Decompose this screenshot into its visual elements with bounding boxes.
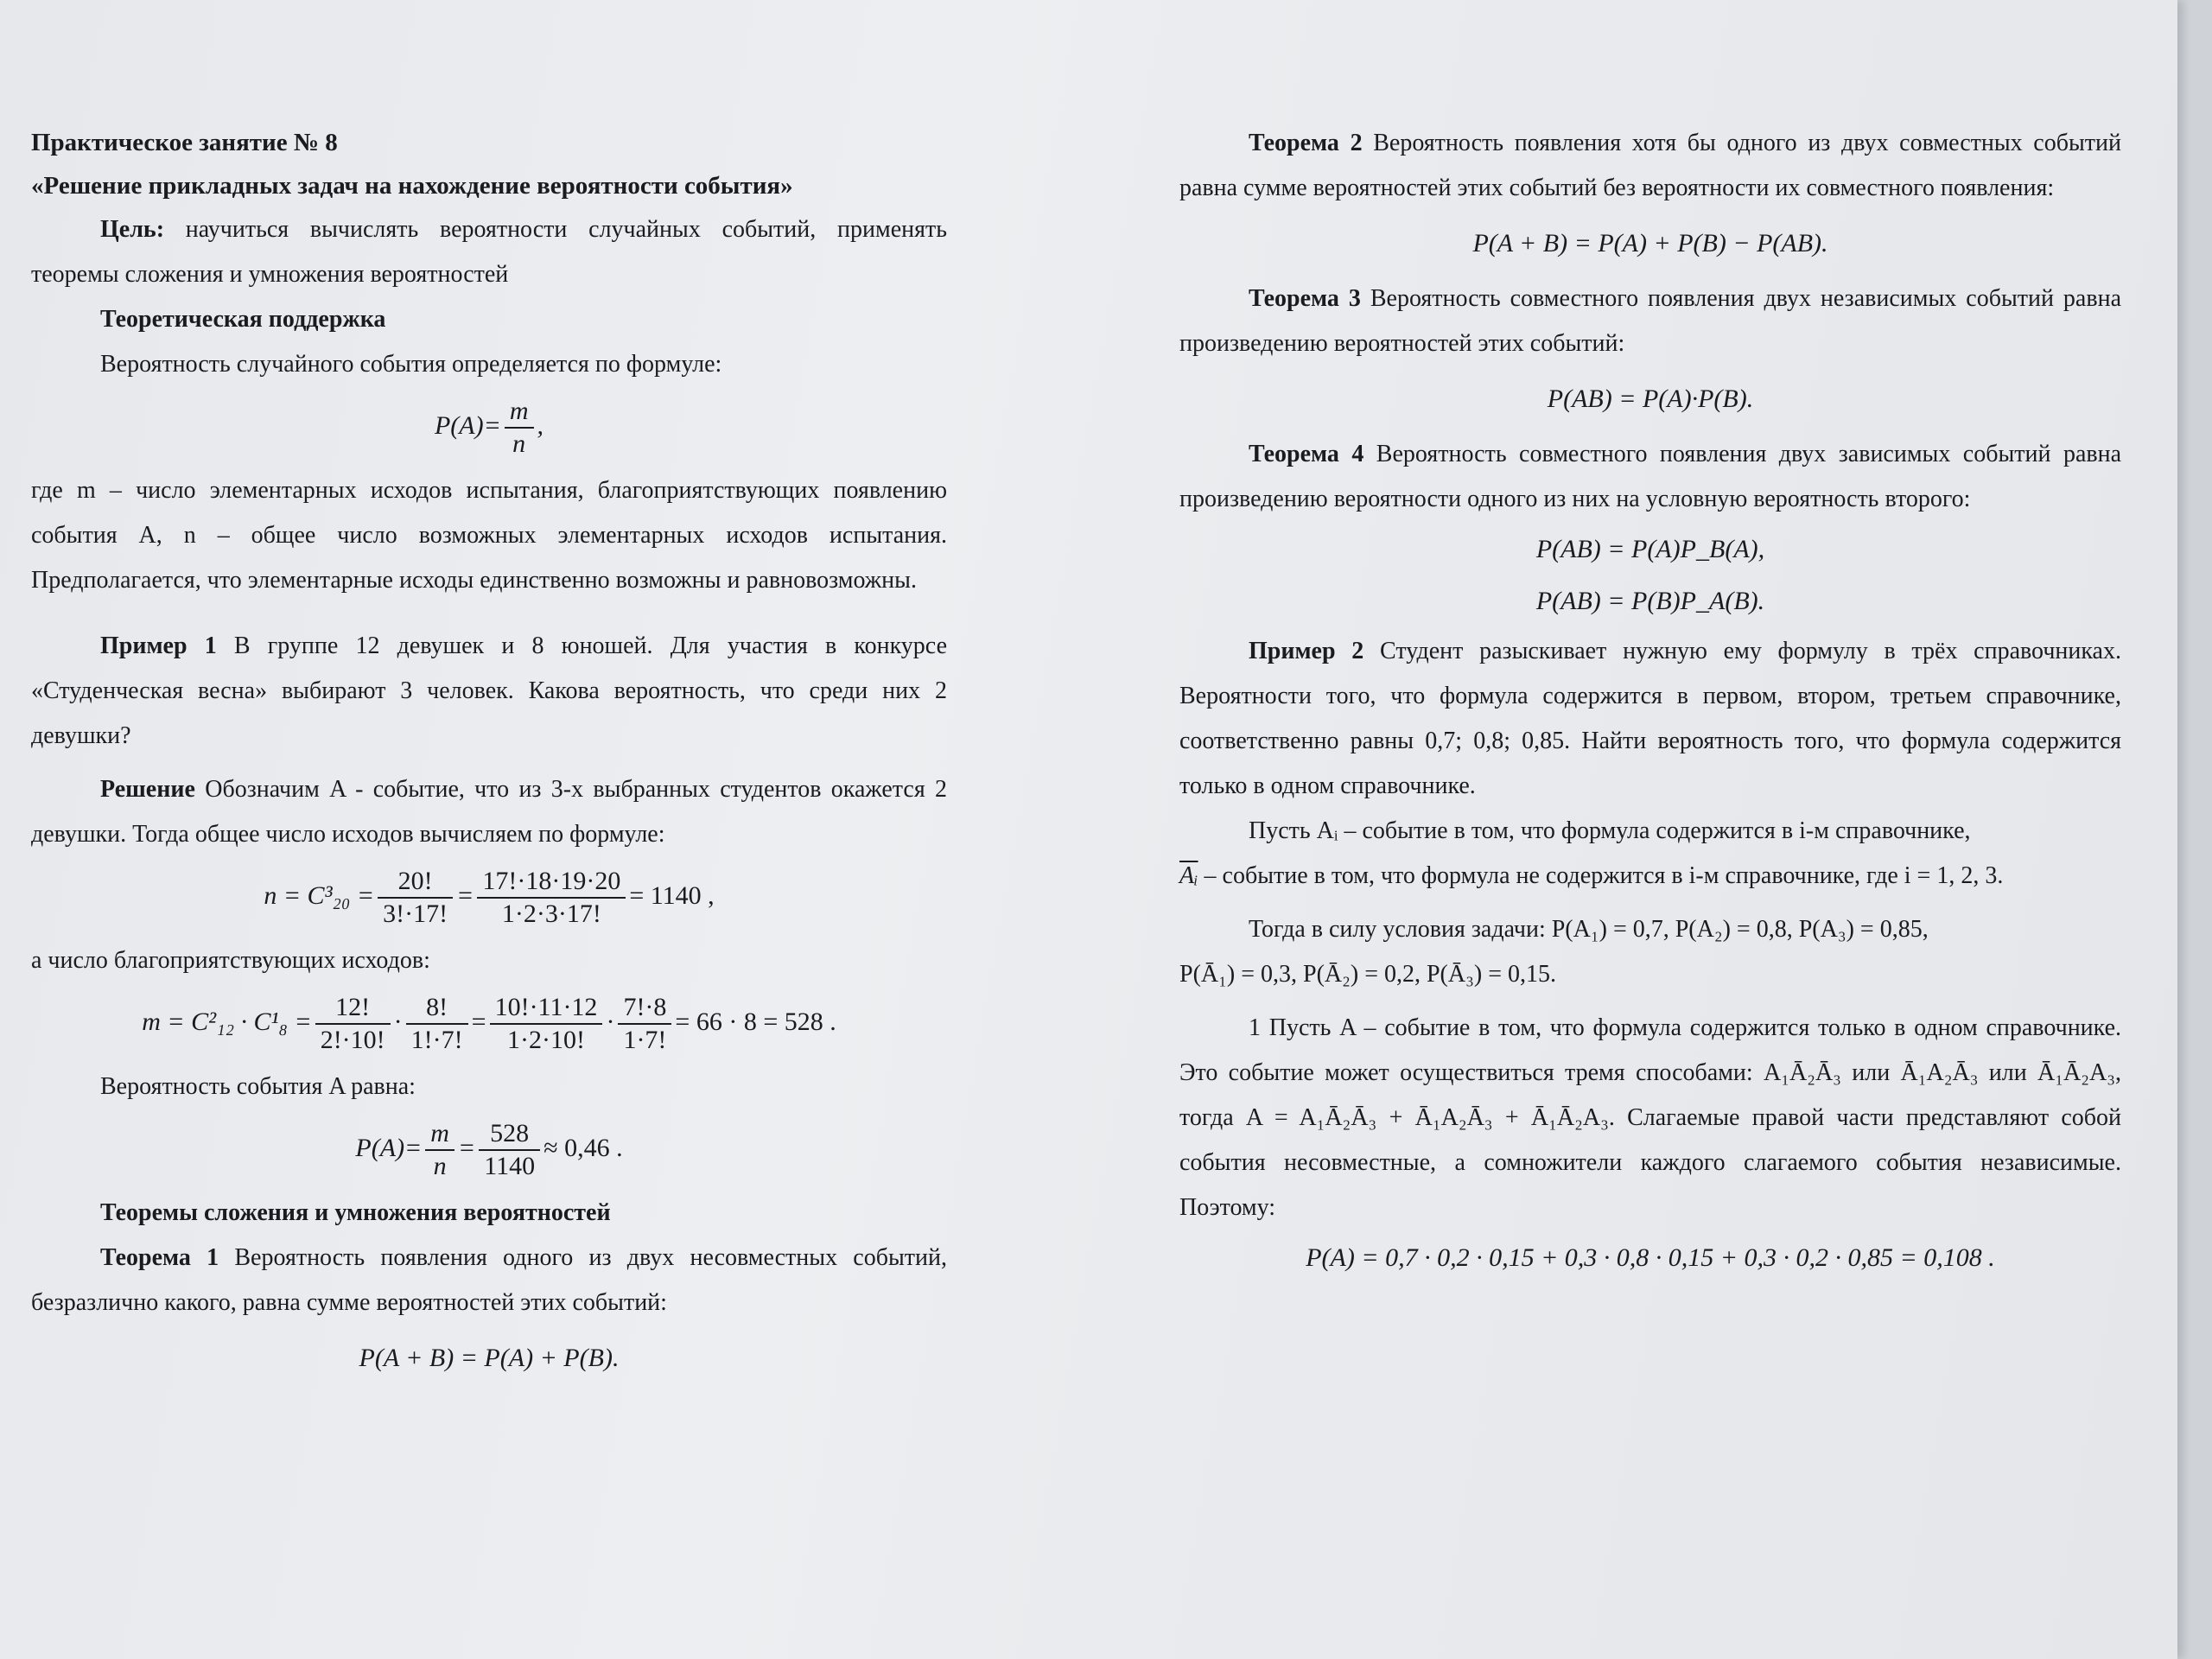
example-2-paragraph [1179, 629, 2121, 809]
example-2-label: Пример 2 [1249, 638, 1364, 664]
fraction [618, 992, 671, 1056]
fraction [425, 1118, 454, 1182]
fraction-numerator: m [425, 1118, 454, 1151]
fraction-denominator: n [512, 429, 526, 458]
theorem-3-text: Вероятность совместного появления двух независимых событий равна произведению вероятностей этих событий: [1179, 285, 2121, 357]
fraction-numerator: 20! [378, 866, 453, 899]
then-paragraph: Тогда в силу условия задачи: P(A₁) = 0,7, P(A₂) = 0,8, P(A₃) = 0,85, [1249, 916, 1929, 943]
formula-probability-result: P(A)= $\frac{m}{n}$ = $\frac{528}{1140}$ ≈ 0,46 . [355, 1119, 623, 1180]
fraction-denominator: 3!·17! [383, 899, 448, 928]
then2-paragraph: P(Ā₁) = 0,3, P(Ā₂) = 0,2, P(Ā₃) = 0,15. [1179, 961, 1556, 988]
formula-tail: ≈ 0,46 . [543, 1133, 623, 1162]
theorem-3-paragraph [1179, 276, 2121, 366]
fraction [315, 992, 391, 1056]
let2-paragraph [1179, 854, 2121, 899]
fraction [477, 866, 626, 930]
probability-intro: Вероятность случайного события определяется по формуле: [100, 351, 722, 378]
formula-theorem-2: P(A + B) = P(A) + P(B) − P(AB). [1472, 229, 1828, 257]
formula-theorem-3: P(AB) = P(A)·P(B). [1547, 385, 1754, 413]
theory-heading: Теоретическая поддержка [100, 306, 386, 333]
theorem-2-paragraph [1179, 121, 2121, 211]
formula-left: P(A)= [434, 410, 501, 440]
goal-text: научиться вычислять вероятности случайных событий, применять теоремы сложения и умножения вероятностей [31, 216, 947, 288]
let-paragraph: Пусть Aᵢ – событие в том, что формула содержится в i-м справочнике, [1249, 817, 1971, 844]
theorem-1-text: Вероятность появления одного из двух несовместных событий, безразлично какого, равна сумме вероятностей этих событий: [31, 1244, 947, 1316]
formula-tail: , [537, 410, 544, 440]
let2-text: – событие в том, что формула не содержится в i-м справочнике, где i = 1, 2, 3. [1198, 862, 2004, 889]
formula-theorem-4b: P(AB) = P(B)P_A(B). [1535, 587, 1765, 615]
formula-left: n = C³₂₀ = [264, 880, 375, 910]
page-title: Практическое занятие № 8 [31, 129, 338, 156]
theorem-4-label: Теорема 4 [1249, 441, 1364, 467]
goal-paragraph [31, 207, 947, 297]
fraction-numerator: 10!·11·12 [490, 992, 603, 1025]
fraction-numerator: 17!·18·19·20 [477, 866, 626, 899]
formula-total-outcomes [31, 866, 947, 930]
fraction-denominator: 1·2·10! [507, 1026, 585, 1054]
left-page [31, 121, 947, 1391]
example-1-label: Пример 1 [100, 632, 217, 659]
fraction [505, 396, 534, 460]
example-2-text: Студент разыскивает нужную ему формулу в трёх справочниках. Вероятности того, что формула содержится в первом, втором, третьем справочнике, соответственно равны 0,7; 0,8; 0,85. Найти вероятность того, что формула содержится только в одном справочнике. [1179, 638, 2121, 799]
step-1-paragraph: 1 Пусть A – событие в том, что формула содержится только в одном справочнике. Это событие может осуществиться тремя способами: A₁Ā₂Ā₃ или Ā₁A₂Ā₃ или Ā₁Ā₂A₃, тогда A = A₁Ā₂Ā₃ + Ā₁A₂Ā₃ + Ā₁Ā₂A₃. Слагаемые правой части представляют собой события несовместные, а сомножители каждого слагаемого события независимые. Поэтому: [1179, 1014, 2121, 1221]
fraction-denominator: 1!·7! [410, 1026, 463, 1054]
fraction [490, 992, 603, 1056]
fraction-numerator: 528 [479, 1118, 540, 1151]
formula-eq: = [456, 880, 474, 910]
fraction-denominator: 1140 [484, 1152, 536, 1180]
formula-theorem-4a: P(AB) = P(A)P_B(A), [1535, 535, 1765, 563]
theorem-1-paragraph [31, 1236, 947, 1325]
where-paragraph: где m – число элементарных исходов испытания, благоприятствующих появлению события A, n – общее число возможных элементарных исходов испытания. Предполагается, что элементарные исходы единственно возможны и равновозможны. [31, 477, 947, 594]
complement-symbol: $\overline{Aᵢ}$ [1179, 862, 1198, 889]
fraction [378, 866, 453, 930]
formula-left: m = C²₁₂ · C¹₈ = [142, 1007, 312, 1036]
fraction-numerator: 7!·8 [618, 992, 671, 1025]
fraction-denominator: 1·7! [623, 1026, 667, 1054]
solution-text: Обозначим A - событие, что из 3-х выбранных студентов окажется 2 девушки. Тогда общее число исходов вычисляем по формуле: [31, 776, 947, 848]
fraction [479, 1118, 540, 1182]
formula-tail: = 66 · 8 = 528 . [675, 1007, 836, 1036]
fraction-denominator: 2!·10! [320, 1026, 385, 1054]
fraction [406, 992, 468, 1056]
theorem-2-label: Теорема 2 [1249, 130, 1363, 156]
lesson-subtitle: «Решение прикладных задач на нахождение вероятности события» [31, 172, 793, 200]
solution-paragraph [31, 767, 947, 857]
fraction-denominator: n [433, 1152, 447, 1180]
probability-a-intro: Вероятность события A равна: [100, 1073, 416, 1100]
solution-label: Решение [100, 776, 195, 803]
fraction-numerator: m [505, 396, 534, 429]
fraction-numerator: 12! [315, 992, 391, 1025]
theorems-heading: Теоремы сложения и умножения вероятностей [100, 1199, 611, 1226]
theorem-3-label: Теорема 3 [1249, 285, 1361, 312]
example-1-text: В группе 12 девушек и 8 юношей. Для участия в конкурсе «Студенческая весна» выбирают 3 человек. Какова вероятность, что среди них 2 девушки? [31, 632, 947, 749]
formula-tail: = 1140 , [629, 880, 715, 910]
example-1-paragraph [31, 624, 947, 759]
fraction-denominator: 1·2·3·17! [501, 899, 601, 928]
theorem-1-label: Теорема 1 [100, 1244, 219, 1271]
right-page [1179, 121, 2121, 1286]
favorable-intro: а число благоприятствующих исходов: [31, 947, 430, 974]
theorem-2-text: Вероятность появления хотя бы одного из двух совместных событий равна сумме вероятностей этих событий без вероятности их совместного появления: [1179, 130, 2122, 201]
theorem-4-text: Вероятность совместного появления двух зависимых событий равна произведению вероятности одного из них на условную вероятность второго: [1179, 441, 2121, 512]
formula-classic-probability [31, 396, 947, 460]
theorem-4-paragraph [1179, 432, 2121, 522]
formula-left: P(A)= [355, 1133, 423, 1162]
formula-final-result: P(A) = 0,7 · 0,2 · 0,15 + 0,3 · 0,8 · 0,15 + 0,3 · 0,2 · 0,85 = 0,108 . [1306, 1243, 1995, 1272]
formula-favorable-outcomes: m = C²₁₂ · C¹₈ = $\frac{12!}{2!\cdot 10!}$ · $\frac{8!}{1!\cdot 7!}$ = $\frac{10!\cdot 11\cdot 12}{1\cdot 2\cdot 10!}$ · $\frac{7!\cdot 8}{1\cdot 7!}$ = 66 · 8 = 528 . [142, 993, 836, 1054]
formula-theorem-1: P(A + B) = P(A) + P(B). [359, 1344, 620, 1372]
goal-label: Цель: [100, 216, 165, 243]
fraction-numerator: 8! [406, 992, 468, 1025]
